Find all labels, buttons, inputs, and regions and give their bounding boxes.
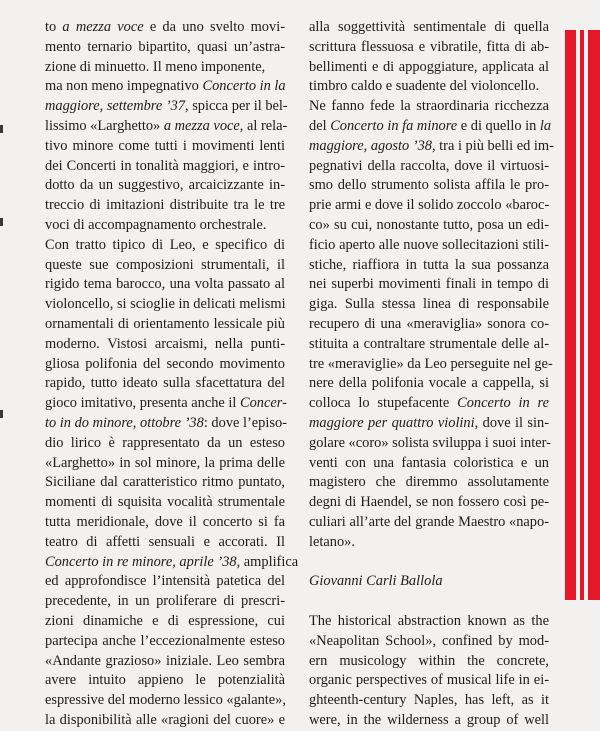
text-fragment: avere intuito appieno le potenzialità	[45, 672, 285, 689]
text-fragment: : dove l’episo-	[203, 414, 287, 431]
text-line	[45, 493, 285, 513]
text-fragment: recupero di una «meraviglia» sonora co-	[309, 315, 549, 332]
text-fragment: teatro di affetti sensuali e accorati. Il	[45, 533, 285, 550]
text-fragment: , dove il sin-	[474, 414, 550, 431]
text-fragment: scrittura flessuosa e vibratile, fitta di ab-	[309, 38, 549, 55]
text-line	[309, 493, 549, 513]
text-line	[45, 176, 285, 196]
text-line	[45, 315, 285, 335]
text-fragment: la disponibilità alle «ragioni del cuore» e	[45, 711, 285, 728]
italic-title-fragment: a mezza voce	[163, 117, 240, 134]
text-line	[45, 374, 285, 394]
text-line	[45, 196, 285, 216]
text-line	[309, 77, 549, 97]
text-fragment: dio lirico è rappresentato da un esteso	[45, 434, 285, 451]
text-fragment: rigido tema barocco, una volta passato al	[45, 276, 285, 293]
text-line	[45, 236, 285, 256]
text-fragment: alla soggettività sentimentale di quella	[309, 19, 549, 35]
text-line	[309, 473, 549, 493]
text-fragment: giga. Sulla stessa linea di responsabile	[309, 296, 549, 313]
text-line	[309, 632, 549, 652]
binding-mark	[0, 218, 3, 226]
text-line	[309, 374, 549, 394]
text-fragment: ficio aperto alle nuove sollecitazioni stili-	[309, 236, 549, 253]
text-line	[309, 295, 549, 315]
text-fragment: Siciliane dal caratteristico ritmo puntato,	[45, 474, 285, 491]
text-line	[309, 216, 549, 236]
text-line	[309, 414, 549, 434]
text-line	[45, 97, 288, 117]
text-fragment: were, in the wilderness a group of well	[309, 711, 549, 728]
text-fragment: bellimenti e di appoggiature, applicata al	[309, 58, 549, 75]
text-line	[45, 572, 285, 592]
text-fragment: rapido, tutto ideato sulla sfacettatura del	[45, 375, 285, 392]
text-line	[309, 97, 549, 117]
text-fragment: stiche, riaffiora in tutta la sua possanza	[309, 256, 549, 273]
text-fragment: tutta meridionale, dove il concerto si fa	[45, 513, 285, 530]
italic-title-fragment: maggiore, settembre ’37	[45, 98, 186, 115]
text-line	[309, 137, 554, 157]
text-fragment: «Larghetto» in sol minore, la prima delle	[45, 454, 285, 471]
text-fragment: The historical abstraction known as the	[309, 612, 549, 629]
text-fragment: zione di minuetto. Il meno imponente,	[45, 58, 266, 75]
text-fragment: ornamentali di orientamento lessicale più	[45, 315, 285, 332]
text-line	[309, 315, 549, 335]
italic-title-fragment: maggiore, agosto ’38	[309, 137, 432, 154]
text-fragment: timbro caldo e suadente del violoncello.	[309, 78, 540, 95]
text-fragment: tivo minore come tutti i movimenti lenti	[45, 137, 285, 154]
italic-title-fragment: Concer-	[240, 395, 287, 412]
text-line	[45, 394, 285, 414]
text-fragment: zioni dinamiche e di espressione, cui	[45, 612, 285, 629]
text-fragment: smo dello strumento solista affila le pro-	[309, 177, 549, 194]
text-line	[45, 216, 285, 236]
text-line	[45, 38, 285, 58]
text-fragment: ma non meno impegnativo	[45, 78, 203, 95]
text-fragment: e di quello in	[457, 117, 540, 134]
right-column	[309, 18, 554, 731]
red-margin-stripe-thin	[580, 30, 584, 600]
text-line	[309, 394, 549, 414]
text-line	[309, 691, 549, 711]
text-line	[309, 38, 549, 58]
paragraph-spacer	[309, 592, 549, 612]
text-fragment: Ne fanno fede la straordinaria ricchezza	[309, 98, 549, 115]
text-fragment: «Neapolitan School», confined by mod-	[309, 632, 549, 649]
text-line	[309, 196, 549, 216]
text-line	[309, 434, 549, 454]
text-line	[309, 18, 549, 38]
text-line	[45, 454, 285, 474]
text-fragment: magistero che diremmo assolutamente	[309, 474, 549, 491]
text-fragment: , tra i più belli ed im-	[431, 137, 554, 154]
text-line	[309, 275, 549, 295]
text-fragment: violoncello, si scioglie in delicati melismi	[45, 296, 286, 313]
text-fragment: Con tratto tipico di Leo, e specifico di	[45, 236, 285, 253]
paragraph-spacer	[309, 553, 549, 573]
text-fragment: , al rela-	[239, 117, 288, 134]
text-fragment: espressive del moderno lessico «galante»,	[45, 692, 286, 709]
author-signature	[309, 572, 549, 592]
text-line	[45, 671, 285, 691]
text-fragment: voci di accompagnamento orchestrale.	[45, 216, 267, 233]
text-line	[45, 117, 288, 137]
text-line	[45, 711, 285, 731]
text-fragment: nei superbi movimenti finali in tempo di	[309, 276, 549, 293]
text-line	[45, 513, 285, 533]
text-fragment: gioco imitativo, presenta anche il	[45, 395, 241, 412]
italic-title-fragment: maggiore per quattro violini	[309, 414, 475, 431]
text-line	[45, 275, 285, 295]
red-margin-stripe-edge	[588, 30, 600, 600]
text-line	[309, 355, 553, 375]
text-line	[309, 513, 549, 533]
text-fragment: culiari all’arte del grande Maestro «napo-	[309, 513, 549, 530]
text-line	[45, 612, 285, 632]
text-fragment: moderno. Vistosi arcaismi, nella punti-	[45, 335, 285, 352]
text-fragment: precedente, in un proliferare di prescri-	[45, 593, 285, 610]
text-line	[45, 414, 285, 434]
text-line	[309, 58, 549, 78]
text-fragment: «Andante grazioso» iniziale. Leo sembra	[45, 652, 285, 669]
text-line	[45, 652, 285, 672]
text-line	[45, 434, 285, 454]
text-line	[309, 176, 549, 196]
text-fragment: degni di Haendel, se non fossero così pe-	[309, 494, 549, 511]
text-line	[309, 671, 549, 691]
text-fragment: dotto da un suggestivo, arcaicizzante in-	[45, 177, 285, 194]
text-fragment: Giovanni Carli Ballola	[309, 573, 443, 590]
text-fragment: e da uno svelto movi-	[143, 19, 285, 35]
text-line	[309, 454, 549, 474]
text-fragment: nere della polifonia vocale a cappella, si	[309, 375, 549, 392]
text-line	[45, 355, 285, 375]
binding-mark	[0, 125, 3, 133]
text-line	[45, 335, 285, 355]
text-line	[45, 58, 285, 78]
text-fragment: momenti di squisita vocalità strumentale	[45, 494, 285, 511]
text-fragment: gliosa polifonia del secondo movimento	[45, 355, 285, 372]
text-line	[45, 592, 285, 612]
text-fragment: tre «meraviglie» da Leo perseguite nel ge-	[309, 355, 553, 372]
text-line	[45, 473, 285, 493]
text-fragment: to	[45, 19, 63, 35]
text-fragment: pegnativi della raccolta, dove il virtuosi-	[309, 157, 549, 174]
binding-mark	[0, 410, 3, 418]
text-fragment: ed approfondisce l’intensità patetica del	[45, 573, 285, 590]
text-fragment: treccio di imitazioni distribuite tra le tre	[45, 197, 285, 214]
text-line	[45, 295, 285, 315]
text-fragment: prie armi e dove il solido zoccolo «baroc-	[309, 197, 550, 214]
text-line	[309, 335, 549, 355]
text-fragment: venti con una fantasia coloristica e un	[309, 454, 549, 471]
text-fragment: colloca lo stupefacente	[309, 395, 458, 412]
text-line	[309, 711, 549, 731]
text-fragment: organic perspectives of musical life in ei-	[309, 672, 549, 689]
text-line	[309, 533, 549, 553]
text-fragment: stituita a contraltare strumentale delle al-	[309, 335, 549, 352]
text-line	[45, 553, 299, 573]
text-fragment: queste sue composizioni strumentali, il	[45, 256, 285, 273]
left-column	[45, 18, 299, 731]
text-line	[309, 117, 552, 137]
text-fragment: ern musicology within the concrete,	[309, 652, 549, 669]
text-line	[45, 18, 285, 38]
italic-title-fragment: Concerto in fa minore	[330, 117, 458, 134]
text-fragment: lissimo «Larghetto»	[45, 117, 164, 134]
text-line	[45, 691, 285, 711]
text-line	[45, 157, 285, 177]
italic-title-fragment: Concerto in re	[457, 395, 549, 412]
italic-title-fragment: to in do minore, ottobre ’38	[45, 414, 204, 431]
italic-title-fragment: Concerto in la	[202, 78, 286, 95]
text-fragment: partecipa anche l’eccezionalmente esteso	[45, 632, 285, 649]
text-fragment: , spicca per il bel-	[185, 98, 288, 115]
text-fragment: co» su cui, nonostante tutto, posa un edi-	[309, 216, 549, 233]
text-fragment: del	[309, 117, 331, 134]
text-line	[309, 652, 549, 672]
red-margin-stripe-wide	[565, 30, 576, 600]
text-line	[309, 256, 549, 276]
text-line	[45, 137, 285, 157]
text-fragment: letano».	[309, 533, 355, 550]
italic-title-fragment: a mezza voce	[62, 19, 144, 35]
text-line	[45, 632, 285, 652]
text-line	[45, 256, 285, 276]
text-line	[45, 533, 285, 553]
text-fragment: dei Concerti in tonalità maggiori, e intro-	[45, 157, 285, 174]
text-line	[45, 77, 285, 97]
text-fragment: , amplifica	[236, 553, 299, 570]
text-line	[309, 612, 549, 632]
text-line	[309, 236, 549, 256]
italic-title-fragment: Concerto in re minore, aprile ’38	[45, 553, 237, 570]
text-fragment: golare «coro» solista sviluppa i suoi inter-	[309, 434, 551, 451]
text-fragment: mento ternario bipartito, quasi un’astra-	[45, 38, 285, 55]
text-line	[309, 157, 549, 177]
italic-title-fragment: la	[539, 117, 552, 134]
text-fragment: ghteenth-century Naples, has left, as it	[309, 692, 549, 709]
